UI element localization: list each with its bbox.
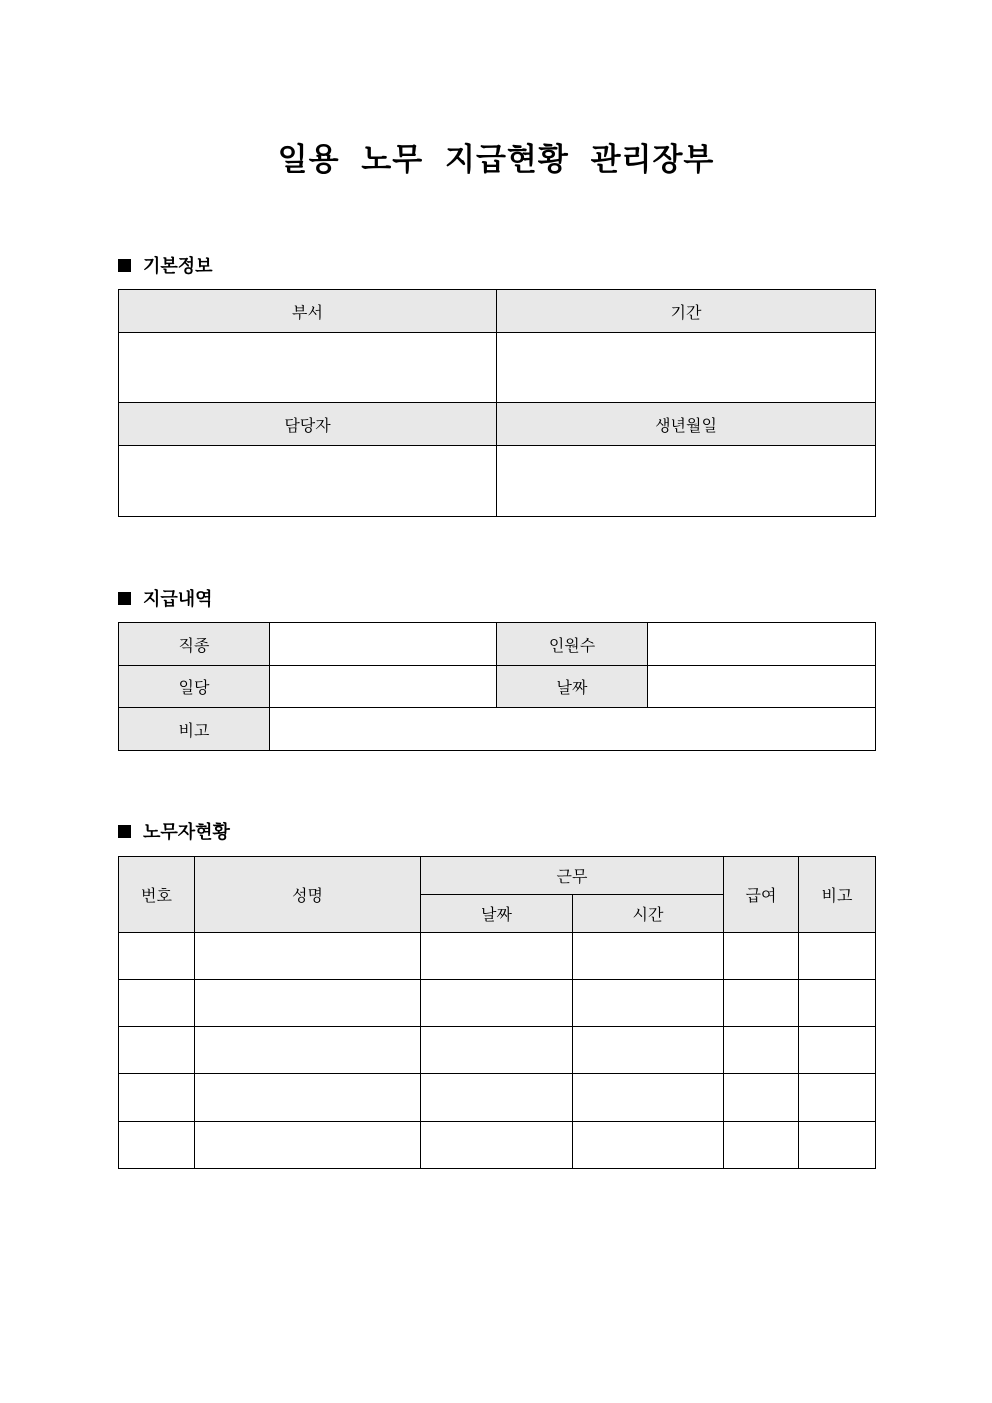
period-field[interactable] bbox=[497, 333, 876, 403]
workers-heading-text: 노무자현황 bbox=[143, 822, 230, 843]
table-row bbox=[119, 1122, 876, 1169]
cell-number[interactable] bbox=[119, 980, 195, 1027]
payment-date-label: 날짜 bbox=[497, 666, 648, 708]
col-remarks: 비고 bbox=[799, 857, 876, 933]
workers-table bbox=[118, 856, 876, 1169]
cell-name[interactable] bbox=[195, 980, 421, 1027]
headcount-field[interactable] bbox=[648, 623, 876, 666]
period-label: 기간 bbox=[497, 290, 876, 333]
cell-remarks[interactable] bbox=[799, 1074, 876, 1122]
square-bullet-icon bbox=[118, 825, 131, 838]
col-number: 번호 bbox=[119, 857, 195, 933]
cell-work-date[interactable] bbox=[421, 1074, 573, 1122]
basic-info-heading bbox=[118, 253, 213, 277]
payment-heading bbox=[118, 586, 213, 610]
cell-number[interactable] bbox=[119, 1027, 195, 1074]
cell-work-time[interactable] bbox=[573, 980, 724, 1027]
cell-work-date[interactable] bbox=[421, 980, 573, 1027]
col-name: 성명 bbox=[195, 857, 421, 933]
department-label: 부서 bbox=[119, 290, 497, 333]
table-row bbox=[119, 980, 876, 1027]
cell-number[interactable] bbox=[119, 933, 195, 980]
payment-remarks-field[interactable] bbox=[270, 708, 876, 751]
cell-work-time[interactable] bbox=[573, 933, 724, 980]
square-bullet-icon bbox=[118, 259, 131, 272]
manager-label: 담당자 bbox=[119, 403, 497, 446]
daily-wage-label: 일당 bbox=[119, 666, 270, 708]
payment-remarks-label: 비고 bbox=[119, 708, 270, 751]
cell-remarks[interactable] bbox=[799, 1027, 876, 1074]
table-row bbox=[119, 1074, 876, 1122]
col-work-time: 시간 bbox=[573, 895, 724, 933]
col-work-date: 날짜 bbox=[421, 895, 573, 933]
square-bullet-icon bbox=[118, 592, 131, 605]
payment-table bbox=[118, 622, 876, 751]
cell-work-date[interactable] bbox=[421, 1027, 573, 1074]
manager-field[interactable] bbox=[119, 446, 497, 517]
cell-number[interactable] bbox=[119, 1122, 195, 1169]
cell-work-date[interactable] bbox=[421, 933, 573, 980]
col-work: 근무 bbox=[421, 857, 724, 895]
cell-pay[interactable] bbox=[724, 933, 799, 980]
job-type-label: 직종 bbox=[119, 623, 270, 666]
cell-pay[interactable] bbox=[724, 1027, 799, 1074]
cell-work-time[interactable] bbox=[573, 1122, 724, 1169]
cell-work-time[interactable] bbox=[573, 1074, 724, 1122]
cell-pay[interactable] bbox=[724, 980, 799, 1027]
job-type-field[interactable] bbox=[270, 623, 497, 666]
cell-name[interactable] bbox=[195, 1122, 421, 1169]
cell-remarks[interactable] bbox=[799, 980, 876, 1027]
cell-work-date[interactable] bbox=[421, 1122, 573, 1169]
cell-pay[interactable] bbox=[724, 1074, 799, 1122]
cell-name[interactable] bbox=[195, 1074, 421, 1122]
headcount-label: 인원수 bbox=[497, 623, 648, 666]
basic-info-heading-text: 기본정보 bbox=[143, 256, 213, 277]
cell-name[interactable] bbox=[195, 1027, 421, 1074]
payment-date-field[interactable] bbox=[648, 666, 876, 708]
department-field[interactable] bbox=[119, 333, 497, 403]
birthdate-label: 생년월일 bbox=[497, 403, 876, 446]
page-title: 일용 노무 지급현황 관리장부 bbox=[277, 142, 715, 178]
daily-wage-field[interactable] bbox=[270, 666, 497, 708]
birthdate-field[interactable] bbox=[497, 446, 876, 517]
payment-heading-text: 지급내역 bbox=[143, 589, 213, 610]
cell-number[interactable] bbox=[119, 1074, 195, 1122]
workers-heading bbox=[118, 819, 230, 843]
cell-work-time[interactable] bbox=[573, 1027, 724, 1074]
table-row bbox=[119, 1027, 876, 1074]
basic-info-table bbox=[118, 289, 876, 517]
col-pay: 급여 bbox=[724, 857, 799, 933]
table-row bbox=[119, 933, 876, 980]
cell-remarks[interactable] bbox=[799, 933, 876, 980]
cell-pay[interactable] bbox=[724, 1122, 799, 1169]
cell-remarks[interactable] bbox=[799, 1122, 876, 1169]
cell-name[interactable] bbox=[195, 933, 421, 980]
